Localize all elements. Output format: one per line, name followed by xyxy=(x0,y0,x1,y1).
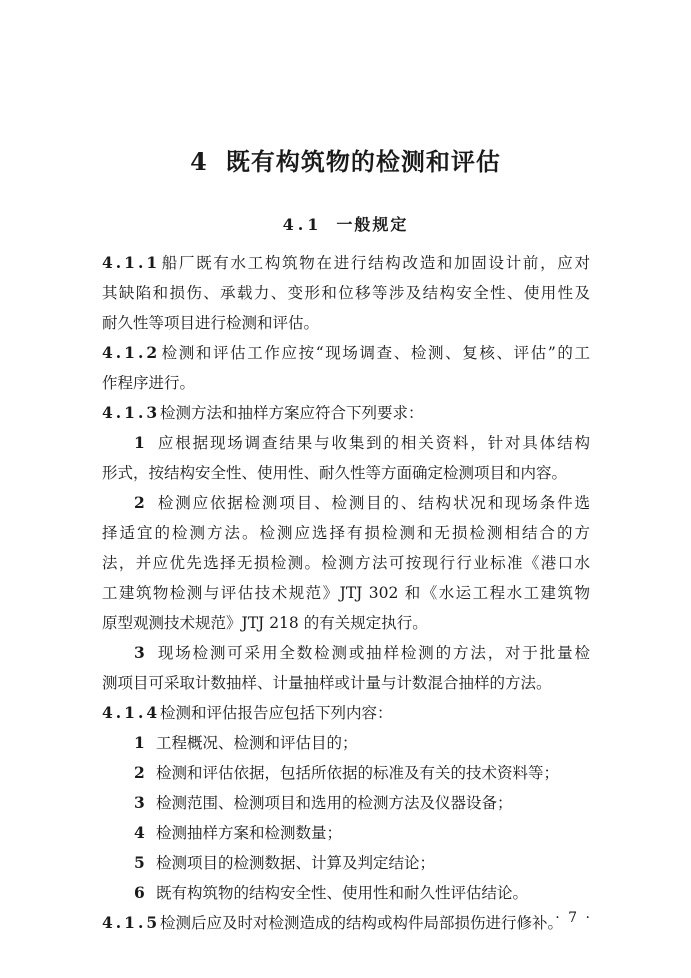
clause-text: 检测方法和抽样方案应符合下列要求： xyxy=(160,404,424,422)
clause-line: 其缺陷和损伤、承载力、变形和位移等涉及结构安全性、使用性及 xyxy=(102,284,590,302)
clause-4-1-1 xyxy=(102,248,590,278)
list-item-line: 形式，按结构安全性、使用性、耐久性等方面确定检测项目和内容。 xyxy=(102,464,568,482)
list-item xyxy=(102,788,590,818)
clause-line: 耐久性等项目进行检测和评估。 xyxy=(102,314,320,332)
item-number: 3 xyxy=(134,793,145,812)
clause-4-1-3 xyxy=(102,398,590,428)
list-item xyxy=(102,638,590,668)
clause-number: 4.1.4 xyxy=(102,703,161,722)
item-number: 4 xyxy=(134,823,145,842)
clause-4-1-5 xyxy=(102,908,590,938)
section-number: 4.1 xyxy=(282,215,323,234)
item-text: 既有构筑物的结构安全性、使用性和耐久性评估结论。 xyxy=(156,884,529,902)
item-text: 检测抽样方案和检测数量； xyxy=(156,824,343,842)
clause-text: 检测和评估报告应包括下列内容： xyxy=(160,704,393,722)
list-item-line: 法，并应优先选择无损检测。检测方法可按现行行业标准《港口水 xyxy=(102,554,590,572)
list-item xyxy=(102,428,590,458)
item-number: 1 xyxy=(134,433,145,452)
clause-4-1-2 xyxy=(102,338,590,368)
item-number: 1 xyxy=(134,733,145,752)
page-number: · 7 · xyxy=(555,910,592,926)
chapter-number: 4 xyxy=(190,147,208,176)
list-item xyxy=(102,818,590,848)
item-text: 检测范围、检测项目和选用的检测方法及仪器设备； xyxy=(156,794,513,812)
clause-text: 检测和评估工作应按“现场调查、检测、复核、评估”的工 xyxy=(160,344,590,362)
clause-number: 4.1.3 xyxy=(102,403,161,422)
clause-number: 4.1.2 xyxy=(102,343,161,362)
clause-text: 检测后应及时对检测造成的结构或构件局部损伤进行修补。 xyxy=(160,914,564,932)
list-item-line: 工建筑物检测与评估技术规范》JTJ 302 和《水运工程水工建筑物 xyxy=(102,584,590,602)
item-text: 现场检测可采用全数检测或抽样检测的方法，对于批量检 xyxy=(156,644,590,662)
item-text: 检测项目的检测数据、计算及判定结论； xyxy=(156,854,436,872)
body-text xyxy=(102,248,590,938)
chapter-title xyxy=(0,142,691,177)
item-text: 检测和评估依据，包括所依据的标准及有关的技术资料等； xyxy=(156,764,560,782)
list-item-line: 测项目可采取计数抽样、计量抽样或计量与计数混合抽样的方法。 xyxy=(102,674,552,692)
chapter-title-text: 既有构筑物的检测和评估 xyxy=(225,147,501,176)
item-text: 检测应依据检测项目、检测目的、结构状况和现场条件选 xyxy=(156,494,590,512)
list-item-line: 择适宜的检测方法。检测应选择有损检测和无损检测相结合的方 xyxy=(102,524,590,542)
clause-4-1-4 xyxy=(102,698,590,728)
clause-number: 4.1.5 xyxy=(102,913,161,932)
list-item xyxy=(102,758,590,788)
list-item xyxy=(102,728,590,758)
list-item xyxy=(102,848,590,878)
list-item xyxy=(102,878,590,908)
item-number: 3 xyxy=(134,643,145,662)
section-title-text: 一般规定 xyxy=(336,215,409,234)
item-text: 应根据现场调查结果与收集到的相关资料，针对具体结构 xyxy=(156,434,590,452)
section-title xyxy=(0,212,691,235)
item-text: 工程概况、检测和评估目的； xyxy=(156,734,358,752)
item-number: 5 xyxy=(134,853,145,872)
item-number: 6 xyxy=(134,883,145,902)
clause-text: 船厂既有水工构筑物在进行结构改造和加固设计前，应对 xyxy=(160,254,590,272)
item-number: 2 xyxy=(134,763,145,782)
list-item xyxy=(102,488,590,518)
clause-number: 4.1.1 xyxy=(102,253,161,272)
item-number: 2 xyxy=(134,493,145,512)
list-item-line: 原型观测技术规范》JTJ 218 的有关规定执行。 xyxy=(102,614,428,632)
clause-line: 作程序进行。 xyxy=(102,374,196,392)
